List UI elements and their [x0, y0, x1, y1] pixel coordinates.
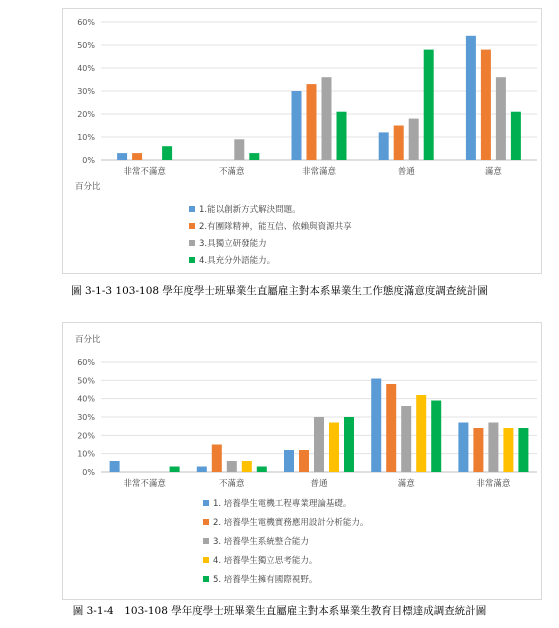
chart1-bar [337, 112, 347, 160]
chart2-ytick-label: 20% [77, 431, 95, 441]
chart1-ytick-label: 20% [77, 110, 95, 119]
chart1-bar [322, 77, 332, 160]
chart2-legend-label: 3. 培養學生系統整合能力 [213, 537, 309, 547]
chart2-bar [488, 423, 498, 473]
chart2-bar [314, 417, 324, 472]
chart1-legend-swatch [189, 206, 195, 212]
chart2-legend-swatch [203, 500, 209, 506]
chart2-legend-swatch [203, 538, 209, 544]
chart2-bar [242, 461, 252, 472]
chart1-bar [307, 84, 317, 160]
chart2-bar [299, 450, 309, 472]
chart1-category-label: 普通 [397, 167, 415, 177]
chart2-category-label: 滿意 [397, 479, 415, 489]
chart2-ytick-label: 30% [77, 413, 95, 422]
chart2-legend-label: 4. 培養學生獨立思考能力。 [213, 556, 318, 566]
chart2-bar [386, 384, 396, 472]
chart2-ytick-label: 60% [77, 358, 95, 367]
chart1-ytick-label: 60% [77, 18, 95, 27]
chart1-category-label: 不滿意 [219, 167, 245, 177]
chart2-bar [212, 445, 222, 473]
chart2-legend-swatch [203, 557, 209, 563]
chart1-bar [466, 36, 476, 160]
chart1-bar [409, 119, 419, 160]
chart2-bar [458, 423, 468, 473]
chart2-bar [284, 450, 294, 472]
chart-1 [63, 9, 543, 275]
chart1-ylabel: 百分比 [75, 182, 101, 192]
chart1-category-label: 滿意 [484, 167, 502, 177]
chart2-category-label: 非常滿意 [476, 479, 511, 489]
chart1-ytick-label: 50% [77, 41, 95, 50]
chart2-ytick-label: 0% [82, 468, 95, 477]
chart1-bar [132, 153, 142, 160]
chart1-legend-label: 1.能以創新方式解決問題。 [199, 205, 301, 215]
chart-2-container [62, 322, 542, 600]
chart1-bar [496, 77, 506, 160]
chart2-bar [401, 406, 411, 472]
chart1-ytick-label: 40% [77, 64, 95, 73]
chart1-legend-swatch [189, 240, 195, 246]
chart2-legend-swatch [203, 576, 209, 582]
chart2-bar [416, 395, 426, 472]
chart1-bar [379, 132, 389, 160]
chart2-bar [197, 467, 207, 473]
chart1-bar [394, 126, 404, 161]
chart1-legend-label: 2.有團隊精神，能互信、依賴與資源共享 [199, 222, 352, 232]
chart1-bar [234, 139, 244, 160]
chart-2 [63, 323, 543, 601]
chart2-bar [257, 467, 267, 473]
chart1-bar [292, 91, 302, 160]
chart2-ylabel: 百分比 [75, 335, 101, 345]
chart1-legend-label: 4.具充分外語能力。 [199, 256, 276, 266]
chart2-bar [473, 428, 483, 472]
chart2-bar [371, 379, 381, 473]
chart1-bar [511, 112, 521, 160]
chart1-bar [117, 153, 127, 160]
chart1-bar [162, 146, 172, 160]
chart2-bar [503, 428, 513, 472]
chart2-category-label: 普通 [310, 479, 328, 489]
chart2-bar [227, 461, 237, 472]
chart1-bar [481, 50, 491, 160]
chart2-bar [344, 417, 354, 472]
figure-1-caption: 圖 3-1-3 103-108 學年度學士班畢業生直屬雇主對本系畢業生工作態度滿意度調查統計圖 [71, 285, 488, 297]
figure-2-caption: 圖 3-1-4 103-108 學年度學士班畢業生直屬雇主對本系畢業生教育目標達成調查統計圖 [72, 605, 487, 617]
chart1-ytick-label: 30% [77, 87, 95, 96]
chart2-category-label: 非常不滿意 [123, 479, 166, 489]
chart1-legend-swatch [189, 257, 195, 263]
chart2-legend-label: 2. 培養學生電機實務應用設計分析能力。 [213, 518, 369, 528]
chart2-bar [110, 461, 120, 472]
chart1-category-label: 非常滿意 [301, 167, 337, 177]
chart2-legend-swatch [203, 519, 209, 525]
chart2-bar [170, 467, 180, 473]
chart1-legend-swatch [189, 223, 195, 229]
chart1-legend-label: 3.具獨立研發能力 [199, 239, 267, 249]
chart2-bar [329, 423, 339, 473]
chart2-bar [431, 401, 441, 473]
chart2-ytick-label: 50% [77, 376, 95, 386]
chart2-legend-label: 5. 培養學生擁有國際視野。 [213, 575, 318, 585]
chart1-bar [249, 153, 259, 160]
chart2-bar [518, 428, 528, 472]
chart2-category-label: 不滿意 [219, 479, 245, 489]
chart2-ytick-label: 10% [77, 449, 95, 459]
chart1-ytick-label: 10% [77, 133, 95, 142]
chart1-category-label: 非常不滿意 [123, 167, 166, 177]
chart-1-container [62, 8, 542, 274]
chart1-ytick-label: 0% [82, 156, 95, 165]
chart1-bar [424, 50, 434, 160]
chart2-ytick-label: 40% [77, 394, 95, 404]
chart2-legend-label: 1. 培養學生電機工程專業理論基礎。 [213, 499, 352, 509]
